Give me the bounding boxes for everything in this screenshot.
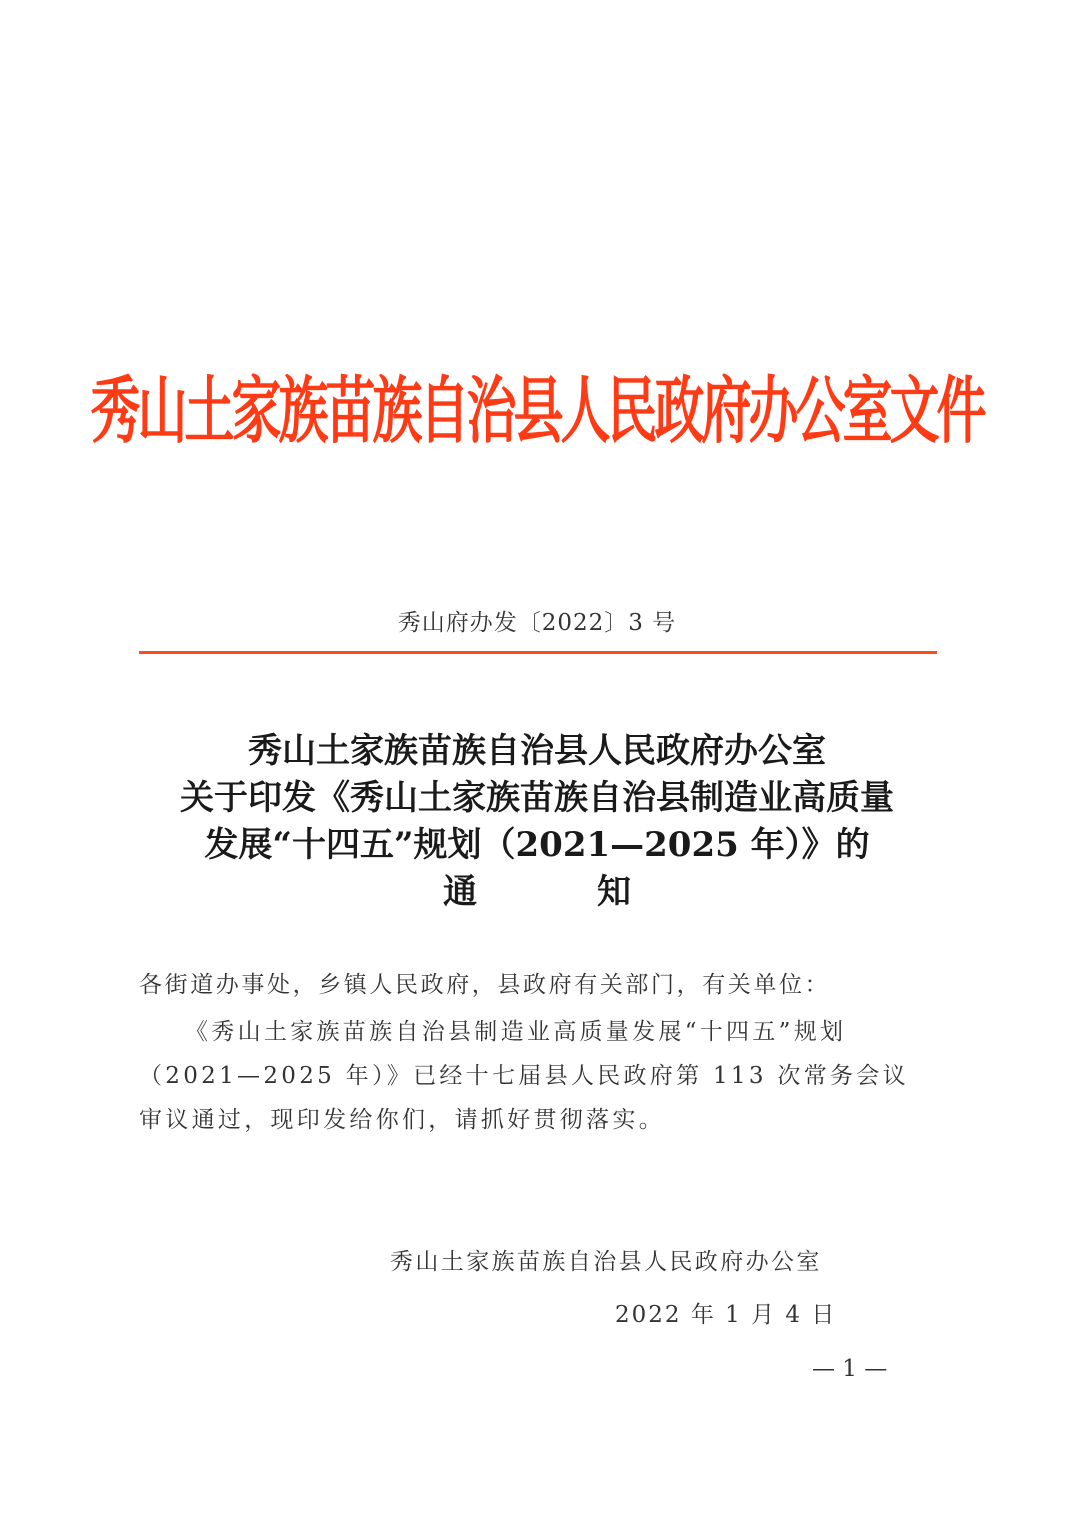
document-header-red-title: 秀山土家族苗族自治县人民政府办公室文件 bbox=[90, 369, 984, 454]
paragraph-line-2: （2021—2025 年）》已经十七届县人民政府第 113 次常务会议 bbox=[139, 1063, 909, 1089]
body-paragraph bbox=[139, 1010, 939, 1142]
document-number: 秀山府办发〔2022〕3 号 bbox=[397, 610, 677, 636]
addressee-line: 各街道办事处，乡镇人民政府，县政府有关部门，有关单位： bbox=[139, 972, 831, 998]
paragraph-line-3: 审议通过，现印发给你们，请抓好贯彻落实。 bbox=[139, 1107, 665, 1133]
title-line-4: 通知 bbox=[443, 872, 751, 912]
notice-title bbox=[120, 728, 954, 916]
title-line-2: 关于印发《秀山土家族苗族自治县制造业高质量 bbox=[180, 778, 894, 818]
title-line-1: 秀山土家族苗族自治县人民政府办公室 bbox=[248, 731, 826, 771]
issuer-signature: 秀山土家族苗族自治县人民政府办公室 bbox=[390, 1249, 822, 1275]
title-line-3: 发展“十四五”规划（2021—2025 年）》的 bbox=[204, 825, 870, 865]
issue-date: 2022 年 1 月 4 日 bbox=[615, 1302, 837, 1328]
paragraph-line-1: 《秀山土家族苗族自治县制造业高质量发展“十四五”规划 bbox=[185, 1019, 847, 1045]
page-number: — 1 — bbox=[812, 1356, 888, 1382]
red-separator-line bbox=[139, 651, 937, 654]
